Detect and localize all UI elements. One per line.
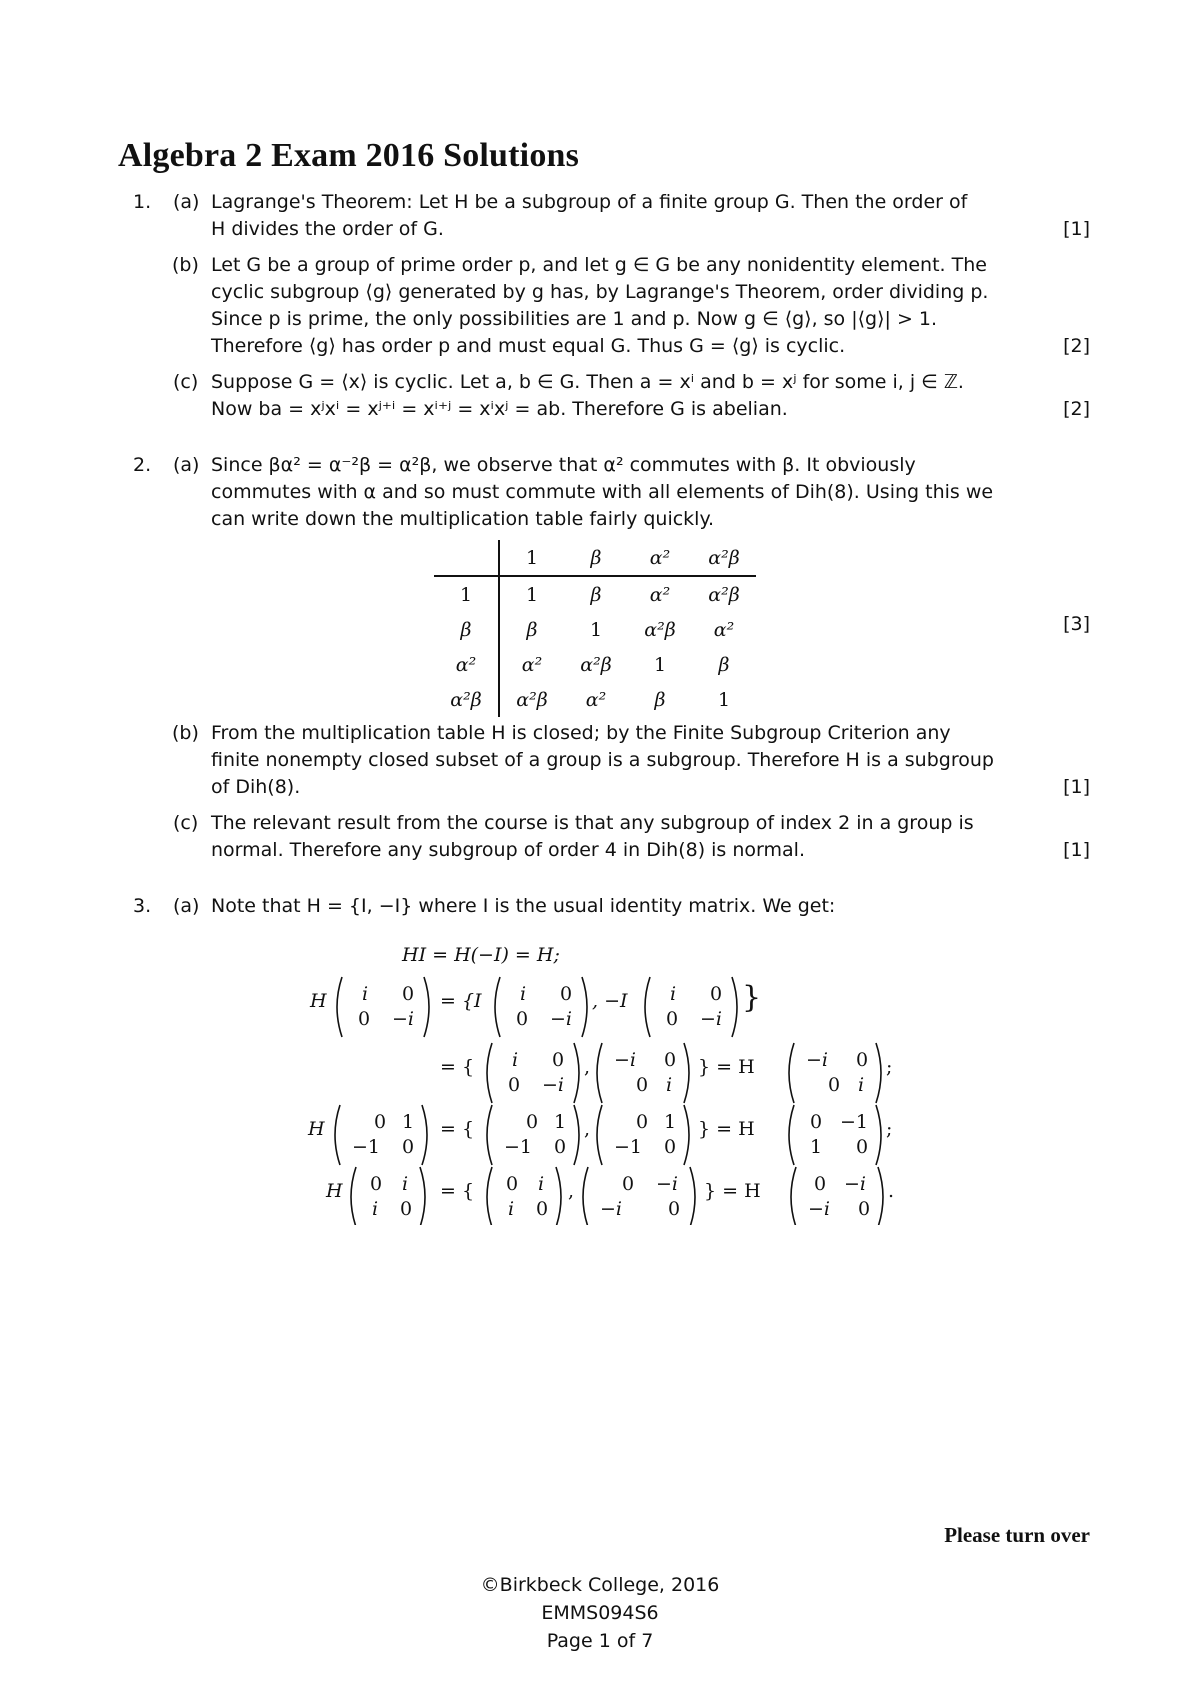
matrix-entry: 0	[358, 1008, 371, 1030]
matrix-entry: 0	[814, 1173, 827, 1195]
q1c-line-2: Now ba = xʲxⁱ = xʲ⁺ⁱ = xⁱ⁺ʲ = xⁱxʲ = ab. Therefore G is abelian.	[211, 398, 788, 420]
matrix-entry: i	[402, 1173, 409, 1195]
matrix-entry: −i	[550, 1008, 572, 1030]
matrix-equations	[0, 965, 1200, 1225]
matrix-entry: 0	[516, 1008, 529, 1030]
matrix-entry: i	[858, 1074, 865, 1096]
comma: ,	[584, 1056, 591, 1078]
eq5-prefix: = {	[440, 1180, 475, 1202]
q1c-mark: [2]	[1063, 398, 1090, 420]
comma: ,	[568, 1180, 575, 1202]
matrix-entry: 1	[402, 1111, 415, 1133]
table-cell: 1	[653, 653, 667, 676]
table-cell: β	[654, 688, 666, 711]
footer-code: EMMS094S6	[541, 1602, 659, 1624]
matrix-entry: 0	[664, 1049, 677, 1071]
eq4-lhs-H: H	[308, 1118, 325, 1140]
table-cell: β	[590, 583, 602, 606]
matrix-entry: 0	[622, 1173, 635, 1195]
q2b-line-3: of Dih(8).	[211, 776, 301, 798]
eq3-end: ;	[886, 1056, 893, 1078]
matrix-entry: 0	[636, 1111, 649, 1133]
eq3-suffix: } = H	[698, 1056, 755, 1078]
matrix-0ii0-2	[487, 1167, 561, 1225]
matrix-entry: 0	[370, 1173, 383, 1195]
matrix-01m10-3	[597, 1105, 689, 1165]
q1-part-b-label: (b)	[172, 254, 199, 276]
q1b-line-4: Therefore ⟨g⟩ has order p and must equal G. Thus G = ⟨g⟩ is cyclic.	[211, 335, 846, 357]
matrix-01m10	[335, 1105, 427, 1165]
q3a-line: Note that H = {I, −I} where I is the usual identity matrix. We get:	[211, 895, 836, 917]
matrix-entry: −i	[392, 1008, 414, 1030]
table-cell: β	[434, 612, 499, 647]
matrix-entry: 0	[526, 1111, 539, 1133]
matrix-entry: i	[520, 983, 527, 1005]
matrix-entry: 0	[810, 1111, 823, 1133]
matrix-entry: i	[666, 1074, 673, 1096]
q2c-line-2: normal. Therefore any subgroup of order 4 in Dih(8) is normal.	[211, 839, 805, 861]
equation-1: HI = H(−I) = H;	[402, 944, 560, 966]
q2c-line-1: The relevant result from the course is that any subgroup of index 2 in a group is	[211, 812, 974, 834]
eq2-lhs-H: H	[310, 990, 327, 1012]
table-cell: α²	[521, 653, 543, 676]
matrix-entry: −i	[542, 1074, 564, 1096]
q1c-line-1: Suppose G = ⟨x⟩ is cyclic. Let a, b ∈ G. Then a = xⁱ and b = xʲ for some i, j ∈ ℤ.	[211, 371, 964, 393]
matrix-entry: 0	[636, 1074, 649, 1096]
eq4-suffix: } = H	[698, 1118, 755, 1140]
matrix-entry: 0	[508, 1074, 521, 1096]
table-cell	[434, 540, 499, 576]
matrix-entry: 1	[554, 1111, 567, 1133]
table-cell: 1	[717, 688, 731, 711]
q2a-line-1: Since βα² = α⁻²β = α²β, we observe that α² commutes with β. It obviously	[211, 454, 916, 476]
matrix-entry: 0	[664, 1136, 677, 1158]
table-cell: α²β	[580, 653, 612, 676]
matrix-entry: −i	[808, 1198, 830, 1220]
matrix-entry: 0	[668, 1198, 681, 1220]
eq3-prefix: = {	[440, 1056, 475, 1078]
q1b-mark: [2]	[1063, 335, 1090, 357]
table-row	[434, 576, 756, 612]
matrix-entry: −i	[844, 1173, 866, 1195]
table-cell: β	[526, 618, 538, 641]
page-title: Algebra 2 Exam 2016 Solutions	[118, 137, 580, 174]
table-cell: α²	[713, 618, 735, 641]
q2a-mark: [3]	[1063, 613, 1090, 635]
matrix-entry: 0	[554, 1136, 567, 1158]
eq2-rhs-mid: , −I	[592, 990, 628, 1012]
matrix-entry: 0	[666, 1008, 679, 1030]
matrix-entry: 0	[858, 1198, 871, 1220]
matrix-entry: 1	[664, 1111, 677, 1133]
please-turn-over: Please turn over	[944, 1523, 1090, 1547]
table-cell: α²β	[692, 540, 756, 576]
matrix-entry: i	[362, 983, 369, 1005]
matrix-entry: −1	[614, 1136, 643, 1158]
table-cell: α²	[434, 647, 499, 682]
matrix-i00mi-3	[645, 977, 737, 1037]
matrix-mi00i	[597, 1043, 689, 1103]
matrix-entry: −1	[352, 1136, 381, 1158]
table-cell: α²β	[644, 618, 676, 641]
matrix-i00mi	[337, 977, 429, 1037]
table-cell: α²β	[708, 583, 740, 606]
eq5-suffix: } = H	[704, 1180, 761, 1202]
eq2-rhs-prefix: = {I	[440, 990, 482, 1012]
matrix-entry: −i	[614, 1049, 636, 1071]
matrix-entry: 0	[856, 1136, 869, 1158]
matrix-entry: i	[670, 983, 677, 1005]
footer-page-number: Page 1 of 7	[546, 1630, 654, 1652]
multiplication-table	[434, 540, 756, 717]
table-row	[434, 612, 756, 647]
matrix-entry: 0	[560, 983, 573, 1005]
matrix-0m110	[789, 1105, 881, 1165]
eq5-end: .	[888, 1180, 895, 1202]
q1b-line-1: Let G be a group of prime order p, and let g ∈ G be any nonidentity element. The	[211, 254, 987, 276]
q2b-line-2: finite nonempty closed subset of a group is a subgroup. Therefore H is a subgroup	[211, 749, 994, 771]
matrix-0mimi0-2	[791, 1167, 883, 1225]
q1a-mark: [1]	[1063, 218, 1090, 240]
q2b-mark: [1]	[1063, 776, 1090, 798]
matrix-0mimi0	[583, 1167, 695, 1225]
matrix-entry: 0	[828, 1074, 841, 1096]
table-cell: α²	[649, 583, 671, 606]
table-header-row	[434, 540, 756, 576]
matrix-i00mi-2	[495, 977, 587, 1037]
question-2-number: 2.	[133, 454, 152, 476]
matrix-entry: −i	[656, 1173, 678, 1195]
q1-part-a-label: (a)	[173, 191, 200, 213]
eq4-prefix: = {	[440, 1118, 475, 1140]
q2a-line-2: commutes with α and so must commute with all elements of Dih(8). Using this we	[211, 481, 994, 503]
matrix-entry: 0	[856, 1049, 869, 1071]
matrix-0ii0	[351, 1167, 425, 1225]
matrix-entry: −i	[600, 1198, 622, 1220]
table-cell: α²	[585, 688, 607, 711]
q1b-line-3: Since p is prime, the only possibilities are 1 and p. Now g ∈ ⟨g⟩, so |⟨g⟩| > 1.	[211, 308, 938, 330]
eq4-end: ;	[886, 1118, 893, 1140]
matrix-entry: 0	[710, 983, 723, 1005]
q2c-mark: [1]	[1063, 839, 1090, 861]
eq5-lhs-H: H	[326, 1180, 343, 1202]
q3-part-a-label: (a)	[173, 895, 200, 917]
q2-part-b-label: (b)	[172, 722, 199, 744]
question-1-number: 1.	[133, 191, 152, 213]
matrix-entry: 1	[810, 1136, 823, 1158]
matrix-entry: i	[508, 1198, 515, 1220]
table-cell: β	[564, 540, 628, 576]
q2b-line-1: From the multiplication table H is closed; by the Finite Subgroup Criterion any	[211, 722, 951, 744]
matrix-i00mi-4	[487, 1043, 579, 1103]
q1-part-c-label: (c)	[173, 371, 199, 393]
q1a-line-1: Lagrange's Theorem: Let H be a subgroup of a finite group G. Then the order of	[211, 191, 968, 213]
matrix-entry: −1	[504, 1136, 533, 1158]
table-cell: 1	[589, 618, 603, 641]
matrix-mi00i-2	[789, 1043, 881, 1103]
table-row	[434, 682, 756, 717]
matrix-entry: 0	[400, 1198, 413, 1220]
closing-brace: }	[742, 980, 762, 1015]
matrix-entry: i	[538, 1173, 545, 1195]
table-cell: α²β	[434, 682, 499, 717]
table-cell: α²	[628, 540, 692, 576]
q2a-line-3: can write down the multiplication table fairly quickly.	[211, 508, 715, 530]
table-cell: 1	[499, 540, 564, 576]
question-3-number: 3.	[133, 895, 152, 917]
matrix-entry: −1	[840, 1111, 869, 1133]
table-cell: α²β	[516, 688, 548, 711]
q1b-line-2: cyclic subgroup ⟨g⟩ generated by g has, by Lagrange's Theorem, order dividing p.	[211, 281, 989, 303]
matrix-entry: i	[512, 1049, 519, 1071]
matrix-01m10-2	[487, 1105, 579, 1165]
matrix-entry: 0	[536, 1198, 549, 1220]
matrix-entry: −i	[700, 1008, 722, 1030]
matrix-entry: 0	[374, 1111, 387, 1133]
matrix-entry: −i	[806, 1049, 828, 1071]
matrix-entry: 0	[506, 1173, 519, 1195]
table-cell: 1	[434, 576, 499, 612]
q2-part-a-label: (a)	[173, 454, 200, 476]
table-cell: β	[718, 653, 730, 676]
footer-copyright: ©Birkbeck College, 2016	[480, 1574, 720, 1596]
q2-part-c-label: (c)	[173, 812, 199, 834]
matrix-entry: i	[372, 1198, 379, 1220]
matrix-entry: 0	[552, 1049, 565, 1071]
matrix-entry: 0	[402, 983, 415, 1005]
q1a-line-2: H divides the order of G.	[211, 218, 444, 240]
table-cell: 1	[525, 583, 539, 606]
comma: ,	[584, 1118, 591, 1140]
matrix-entry: 0	[402, 1136, 415, 1158]
table-row	[434, 647, 756, 682]
